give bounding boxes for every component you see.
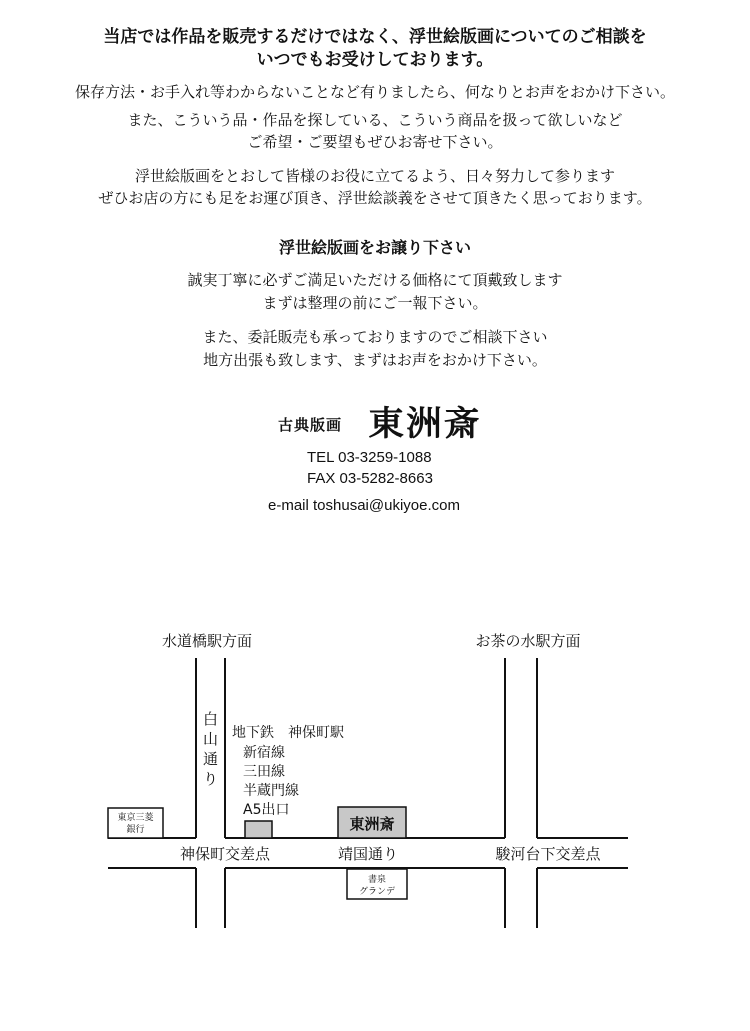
- hakusan-char-4: り: [202, 770, 219, 788]
- buying-line-4: 地方出張も致します、まずはお声をおかけ下さい。: [203, 351, 547, 369]
- subway-line-shinjuku: 新宿線: [243, 745, 285, 761]
- shosen-label-1: 書泉: [367, 875, 387, 885]
- subway-line-hanzomon: 半蔵門線: [243, 783, 299, 799]
- intro-line-2: いつでもお受けしております。: [256, 50, 494, 70]
- suidobashi-direction-label: 水道橋駅方面: [161, 632, 253, 650]
- buying-line-1: 誠実丁寧に必ずご満足いただける価格にて頂戴致します: [187, 271, 563, 289]
- hakusan-char-2: 山: [202, 730, 219, 748]
- subway-exit-a5: [245, 821, 272, 838]
- request-line-1: また、こういう品・作品を探している、こういう商品を扱って欲しいなど: [127, 111, 623, 129]
- buying-line-3: また、委託販売も承っておりますのでご相談下さい: [202, 328, 548, 346]
- effort-line-1: 浮世絵版画をとおして皆様のお役に立てるよう、日々努力して参ります: [134, 167, 615, 185]
- subway-line-mita: 三田線: [243, 764, 285, 780]
- request-line-2: ご希望・ご要望もぜひお寄せ下さい。: [247, 133, 503, 151]
- jimbocho-crossing-label: 神保町交差点: [179, 845, 271, 863]
- surugadai-crossing-label: 駿河台下交差点: [495, 845, 601, 863]
- bank-label-1: 東京三菱: [117, 813, 154, 823]
- subway-exit-label: A5出口: [243, 802, 290, 818]
- fax-number: FAX 03-5282-8663: [307, 470, 433, 487]
- buying-heading: 浮世絵版画をお譲り下さい: [278, 238, 471, 257]
- hakusan-char-3: 通: [202, 750, 219, 768]
- shop-label: 東洲斎: [349, 815, 395, 833]
- intro-line-1: 当店では作品を販売するだけではなく、浮世絵版画についてのご相談を: [103, 27, 647, 47]
- shosen-label-2: グランデ: [358, 887, 396, 897]
- effort-line-2: ぜひお店の方にも足をお運び頂き、浮世絵談義をさせて頂きたく思っております。: [98, 189, 652, 207]
- bank-label-2: 銀行: [126, 825, 145, 835]
- brand-logo: 東洲斎: [368, 404, 482, 444]
- care-advice-line: 保存方法・お手入れ等わからないことなど有りましたら、何なりとお声をおかけ下さい。: [74, 83, 675, 101]
- subway-station-label: 地下鉄 神保町駅: [232, 725, 344, 741]
- brand-prefix: 古典版画: [278, 416, 343, 434]
- hakusan-char-1: 白: [202, 710, 219, 728]
- tel-number: TEL 03-3259-1088: [307, 449, 432, 466]
- yasukuni-dori-label: 靖国通り: [337, 845, 399, 863]
- buying-line-2: まずは整理の前にご一報下さい。: [262, 294, 488, 312]
- ochanomizu-direction-label: お茶の水駅方面: [475, 632, 581, 650]
- email-address[interactable]: e-mail toshusai@ukiyoe.com: [268, 497, 460, 514]
